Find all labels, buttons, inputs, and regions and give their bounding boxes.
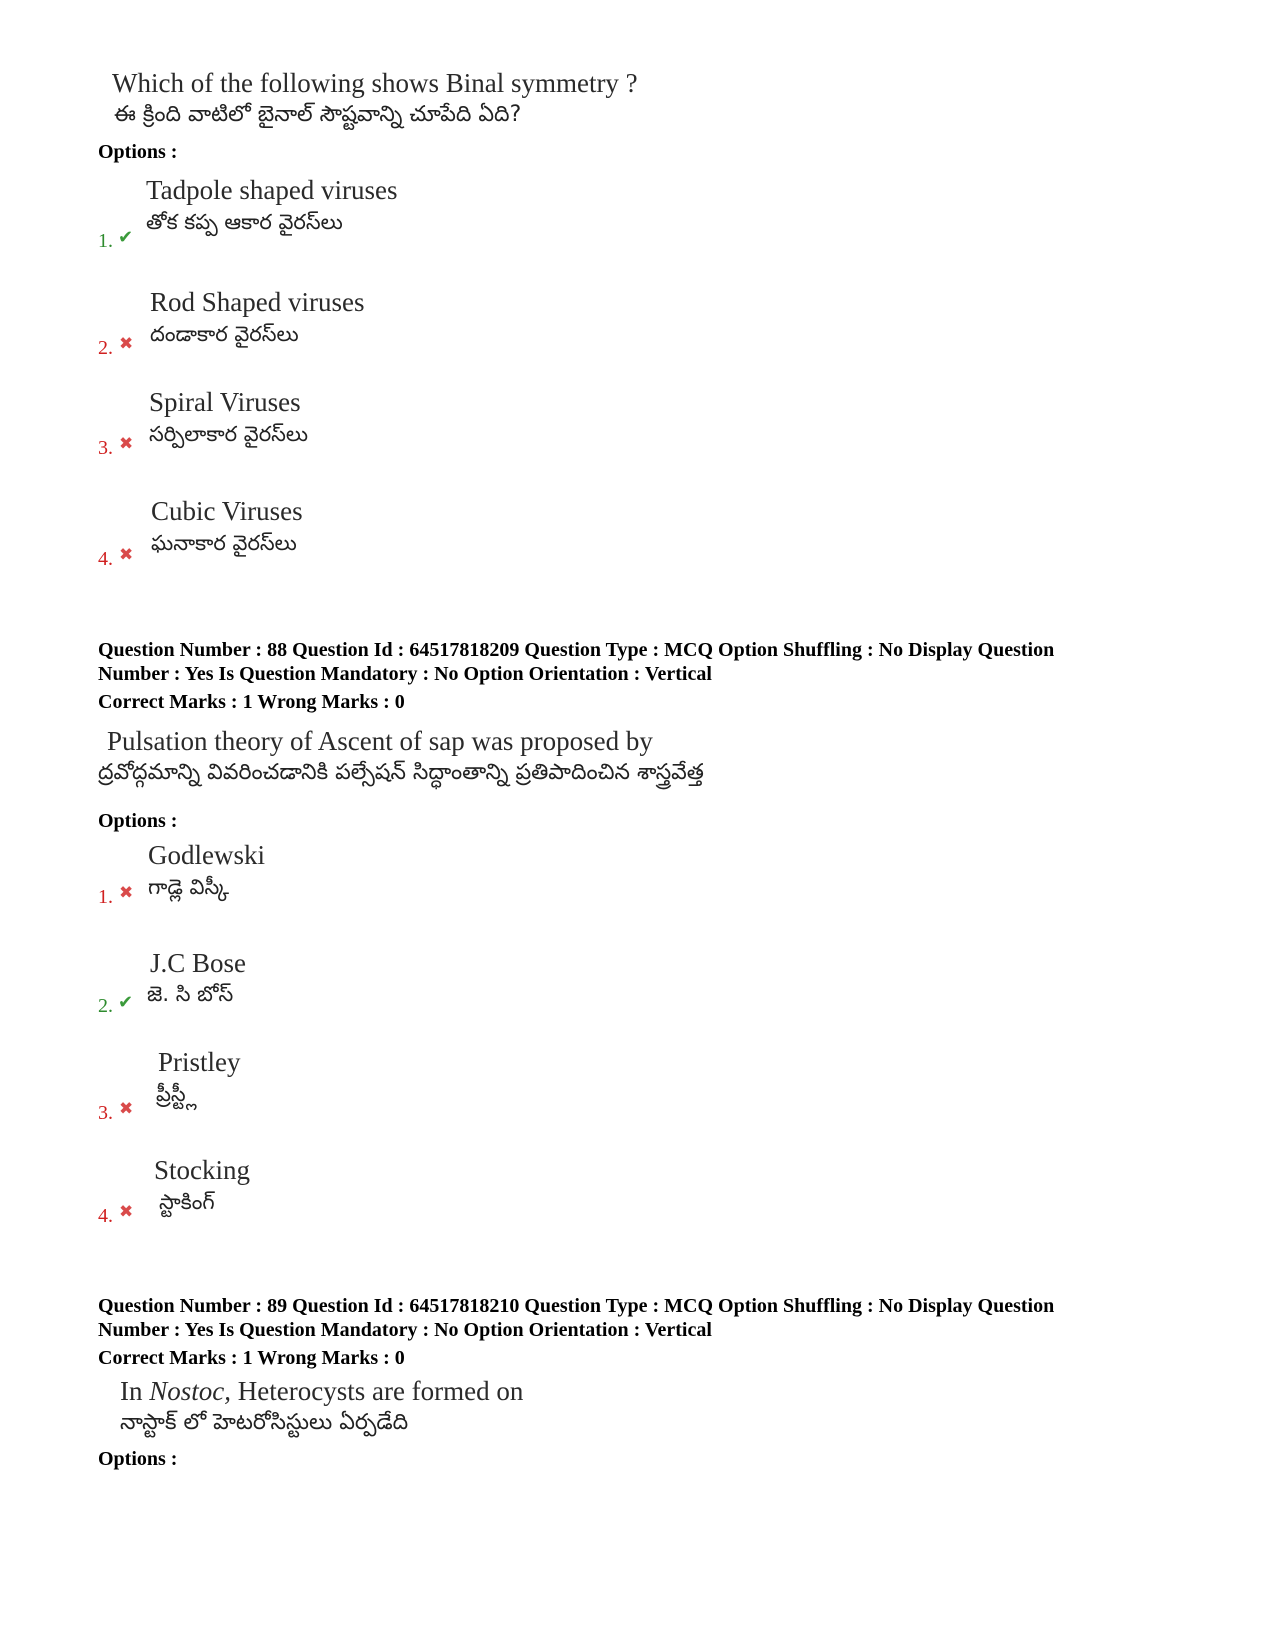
question-text-en: Which of the following shows Binal symmetry ? (112, 68, 638, 98)
check-icon: ✔ (118, 227, 134, 248)
option-number: 2. (98, 337, 113, 359)
question-meta-line: Number : Yes Is Question Mandatory : No Option Orientation : Vertical (98, 1319, 712, 1341)
option-text-en: Pristley (158, 1047, 241, 1077)
question-text-te: ఈ క్రింది వాటిలో బైనాల్ సౌష్టవాన్ని చూపేది ఏది? (114, 102, 522, 127)
question-text-suffix: Heterocysts are formed on (231, 1376, 524, 1406)
option-text-en: Cubic Viruses (151, 496, 303, 526)
question-text-en (120, 1376, 523, 1407)
option-text-en: Stocking (154, 1155, 251, 1185)
option-text-te: గాడ్లె విస్కీ (148, 875, 230, 899)
option-number: 1. (98, 886, 113, 908)
question-marks: Correct Marks : 1 Wrong Marks : 0 (98, 1347, 405, 1369)
option-text-en: J.C Bose (150, 948, 247, 978)
options-label: Options : (98, 1448, 178, 1470)
option-text-en: Tadpole shaped viruses (146, 175, 398, 205)
question-text-italic: Nostoc, (149, 1376, 232, 1406)
cross-icon: ✖ (119, 545, 134, 565)
question-text-prefix: In (120, 1376, 150, 1406)
option-text-te: ప్రీస్ట్లీ (156, 1082, 197, 1106)
question-meta-line: Question Number : 88 Question Id : 64517818209 Question Type : MCQ Option Shuffling : No Display Question (98, 639, 1055, 661)
question-meta-line: Question Number : 89 Question Id : 64517818210 Question Type : MCQ Option Shuffling : No Display Question (98, 1295, 1055, 1317)
options-label: Options : (98, 141, 178, 163)
option-text-te: ఘనాకార వైరస్‌లు (151, 531, 297, 555)
option-text-en: Godlewski (148, 840, 265, 870)
cross-icon: ✖ (119, 883, 134, 903)
question-marks: Correct Marks : 1 Wrong Marks : 0 (98, 691, 405, 713)
question-text-te: నాస్టాక్ లో హెటరోసిస్టులు ఏర్పడేది (120, 1410, 409, 1435)
option-text-te: స్టాకింగ్ (159, 1190, 215, 1214)
option-text-te: సర్పిలాకార వైరస్‌లు (149, 422, 309, 446)
check-icon: ✔ (118, 992, 134, 1013)
cross-icon: ✖ (119, 434, 134, 454)
cross-icon: ✖ (119, 1202, 134, 1222)
question-text-te: ద్రవోద్గమాన్ని వివరించడానికి పల్సేషన్ సిద్ధాంతాన్ని ప్రతిపాదించిన శాస్త్రవేత్త (98, 760, 704, 785)
option-number: 4. (98, 1205, 113, 1227)
option-text-te: దండాకార వైరస్‌లు (150, 322, 299, 346)
option-number: 3. (98, 1102, 113, 1124)
option-number: 2. (98, 995, 113, 1017)
question-text-en: Pulsation theory of Ascent of sap was proposed by (107, 726, 653, 756)
cross-icon: ✖ (119, 334, 134, 354)
option-number: 3. (98, 437, 113, 459)
option-number: 1. (98, 230, 113, 252)
option-text-te: తోక కప్ప ఆకార వైరస్‌లు (146, 210, 343, 234)
options-label: Options : (98, 810, 178, 832)
option-number: 4. (98, 548, 113, 570)
question-meta-line: Number : Yes Is Question Mandatory : No Option Orientation : Vertical (98, 663, 712, 685)
cross-icon: ✖ (119, 1099, 134, 1119)
option-text-en: Spiral Viruses (149, 387, 301, 417)
option-text-en: Rod Shaped viruses (150, 287, 365, 317)
option-text-te: జె. సి బోస్ (147, 982, 234, 1006)
